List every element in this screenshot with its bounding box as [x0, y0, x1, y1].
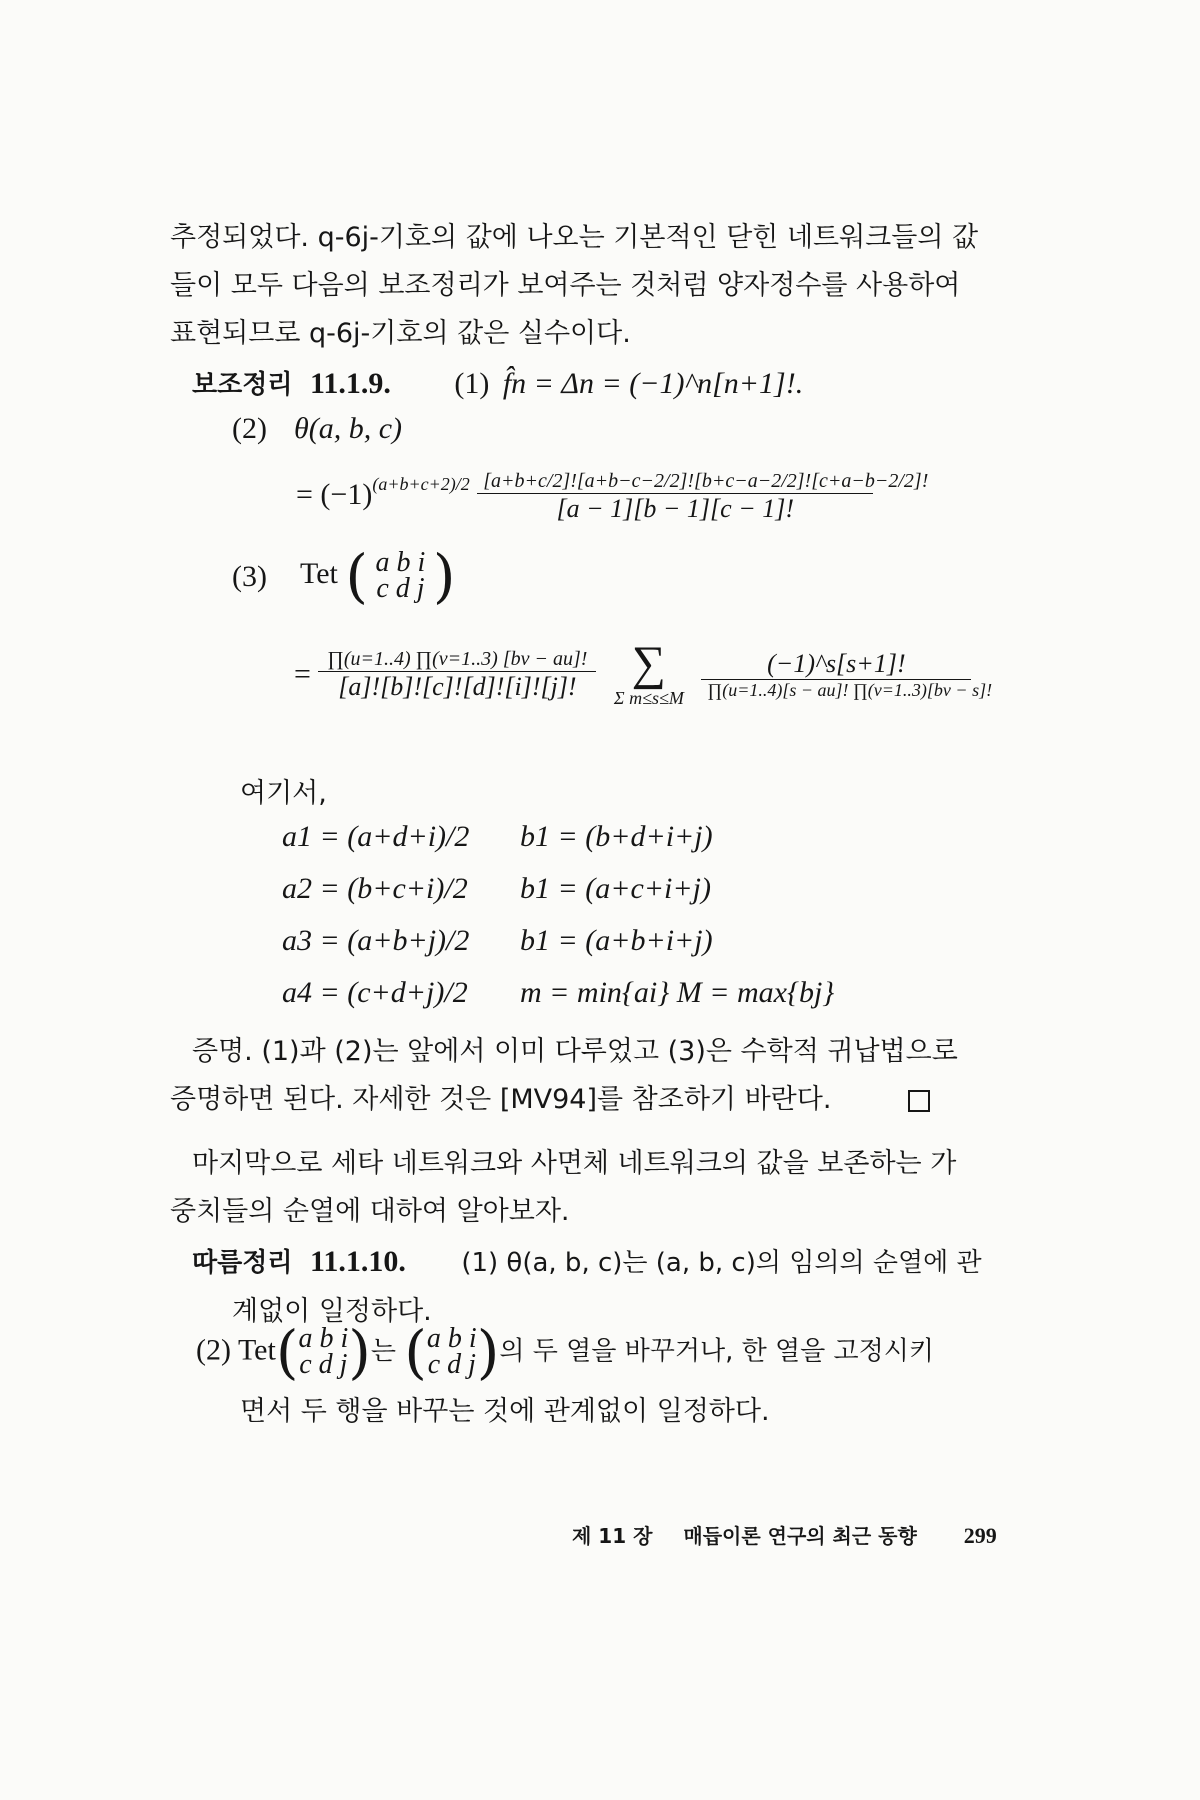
- corollary-matrix-1: [298, 1323, 349, 1380]
- corollary-item2: (2) Tet( a b i c d j )는 ( a b i c d j )의 두 열을 바꾸거나, 한 열을 고정시키: [196, 1318, 934, 1386]
- running-footer: [572, 1520, 997, 1549]
- item2-denominator: [a − 1][b − 1][c − 1]!: [477, 493, 873, 524]
- corollary-item1: (1) θ(a, b, c)는 (a, b, c)의 임의의 순열에 관: [461, 1248, 982, 1278]
- tet-matrix: [375, 547, 426, 604]
- footer-title: 매듭이론 연구의 최근 동향: [683, 1524, 917, 1548]
- para2-line-2: 중치들의 순열에 대하여 알아보자.: [170, 1196, 570, 1227]
- lemma-title: 보조정리: [192, 370, 293, 400]
- lemma-item2-lhs: θ(a, b, c): [294, 412, 403, 445]
- intro-line-2: 들이 모두 다음의 보조정리가 보여주는 것처럼 양자정수를 사용하여: [170, 270, 961, 301]
- lemma-item1-label: (1): [454, 367, 490, 400]
- item3-sum-numerator: (−1)^s[s+1]!: [767, 648, 906, 678]
- item2-prefix: = (−1): [296, 477, 373, 511]
- lemma-item2-label: (2): [232, 412, 267, 445]
- def-right-3: b1 = (a+b+i+j): [520, 924, 713, 957]
- def-left-2: a2 = (b+c+i)/2: [282, 872, 468, 905]
- item3-numerator: ∏(u=1..4) ∏(v=1..3) [bv − au]!: [327, 647, 588, 670]
- right-paren: ): [432, 542, 456, 610]
- footer-chapter: 제 11 장: [572, 1524, 653, 1548]
- matrix1-bottom: c d j: [299, 1349, 348, 1380]
- lemma-item1-formula: f̂n = Δn = (−1)^n[n+1]!.: [502, 367, 804, 400]
- item2-fraction: [477, 470, 929, 524]
- corollary-heading: [192, 1242, 982, 1279]
- matrix-top-row: a b i: [375, 547, 426, 578]
- corollary-item1-cont: 계없이 일정하다.: [232, 1296, 432, 1327]
- matrix2-bottom: c d j: [427, 1349, 476, 1380]
- left-paren: (: [345, 542, 369, 610]
- proof-line-2: 증명하면 된다. 자세한 것은 [MV94]를 참조하기 바란다.: [170, 1084, 832, 1115]
- item3-denominator: [a]![b]![c]![d]![i]![j]!: [318, 671, 596, 702]
- proof-line-1: 증명. (1)과 (2)는 앞에서 이미 다루었고 (3)은 수학적 귀납법으로: [192, 1036, 958, 1067]
- corollary-number: 11.1.10.: [309, 1245, 406, 1278]
- lemma-number: 11.1.9.: [309, 367, 391, 400]
- matrix1-top: a b i: [298, 1323, 349, 1354]
- corollary-item2-text: 의 두 열을 바꾸거나, 한 열을 고정시키: [499, 1336, 934, 1367]
- lemma-item3-rhs: = $\frac{\prod(u=1..4) \prod(v=1..3) [bv - au]!}{[a]![b]![c]![d]![i]![j]!}$ ∑ Σ m≤s≤M $\frac{(-1)\^{}s[s+1]!}{\prod(u=1..4)[s - au]! \prod(v=1..3)[bv - s]!}$: [294, 637, 993, 708]
- sum-range: Σ m≤s≤M: [613, 688, 684, 708]
- corollary-matrix-2: [426, 1323, 477, 1380]
- corollary-item2-label: (2) Tet: [196, 1333, 276, 1367]
- def-left-1: a1 = (a+d+i)/2: [282, 820, 470, 853]
- corollary-item2-cont: 면서 두 행을 바꾸는 것에 관계없이 일정하다.: [240, 1396, 770, 1427]
- intro-line-1: 추정되었다. q-6j-기호의 값에 나오는 기본적인 닫힌 네트워크들의 값: [170, 222, 979, 253]
- item3-sum: [613, 637, 684, 709]
- def-right-4: m = min{ai} M = max{bj}: [520, 976, 835, 1009]
- item3-sum-fraction: [701, 648, 993, 701]
- qed-square-icon: [908, 1090, 930, 1112]
- sum-sign: ∑: [631, 637, 666, 690]
- corollary-title: 따름정리: [192, 1248, 293, 1278]
- def-left-3: a3 = (a+b+j)/2: [282, 924, 470, 957]
- def-left-4: a4 = (c+d+j)/2: [282, 976, 468, 1009]
- where-label: 여기서,: [240, 778, 327, 809]
- matrix-bottom-row: c d j: [376, 573, 425, 604]
- def-right-2: b1 = (a+c+i+j): [520, 872, 711, 905]
- lemma-item3-lhs: [300, 542, 456, 610]
- lemma-item3-label: (3): [232, 560, 267, 593]
- def-right-1: b1 = (b+d+i+j): [520, 820, 713, 853]
- tet-label: Tet: [300, 556, 338, 590]
- intro-line-3: 표현되므로 q-6j-기호의 값은 실수이다.: [170, 318, 631, 349]
- item2-exponent: (a+b+c+2)/2: [372, 473, 470, 494]
- item3-sum-denominator: ∏(u=1..4)[s − au]! ∏(v=1..3)[bv − s]!: [701, 679, 971, 701]
- item2-numerator: [a+b+c/2]![a+b−c−2/2]![b+c−a−2/2]![c+a−b−2/2]!: [483, 470, 929, 492]
- matrix2-top: a b i: [426, 1323, 477, 1354]
- item3-fraction: [318, 648, 596, 702]
- lemma-item2-rhs: [296, 470, 929, 524]
- para2-line-1: 마지막으로 세타 네트워크와 사면체 네트워크의 값을 보존하는 가: [192, 1148, 957, 1179]
- lemma-heading: [192, 364, 803, 401]
- corollary-item2-mid: 는: [370, 1336, 397, 1367]
- page-number: 299: [963, 1523, 997, 1548]
